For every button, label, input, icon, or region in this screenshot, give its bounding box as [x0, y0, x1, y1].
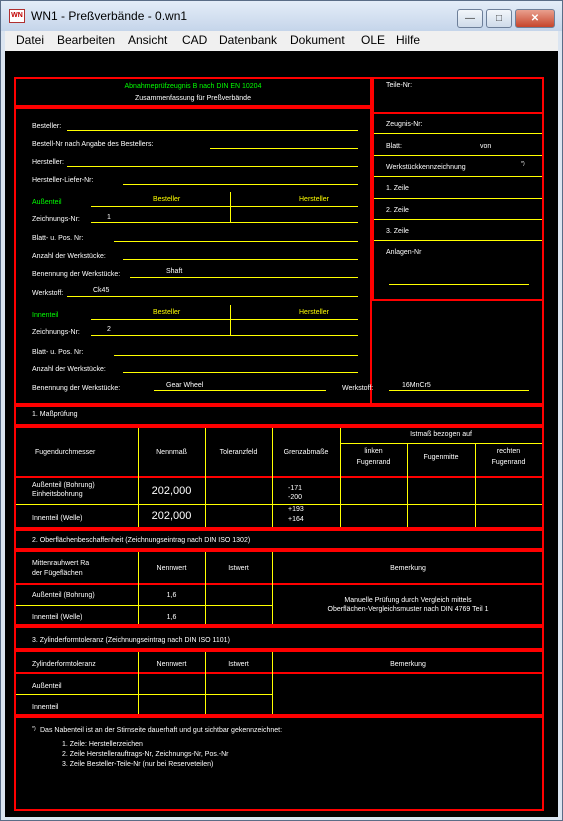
menu-ole[interactable]: OLE [361, 33, 386, 47]
title-bar [1, 1, 562, 31]
benennung-field-a[interactable] [130, 277, 358, 278]
zyl-col-istwert: Istwert [228, 661, 249, 668]
ober-table [14, 550, 544, 626]
menu-datei[interactable]: Datei [16, 33, 45, 47]
zyl-col-nennwert: Nennwert [156, 661, 187, 668]
werkstoff-label-i: Werkstoff: [342, 385, 374, 392]
innenteil-heading: Innenteil [32, 312, 59, 319]
maximize-button[interactable]: □ [486, 9, 512, 28]
bestell-nr-field[interactable] [210, 148, 358, 149]
wkz-footnote: *) [521, 161, 525, 167]
mass-innen-g1: +193 [288, 506, 304, 513]
mass-aussen-sub: Einheitsbohrung [32, 491, 83, 498]
col-fugenrand-l: Fugenrand [356, 459, 391, 466]
werkstoff-field-i[interactable] [389, 390, 529, 391]
hersteller-liefer-field[interactable] [123, 184, 358, 185]
zyl-title: 3. Zylinderformtoleranz (Zeichnungseintrag nach DIN ISO 1101) [32, 637, 230, 644]
werkstoff-value-a: Ck45 [93, 287, 110, 294]
zeile2-label: 2. Zeile [386, 207, 409, 214]
werkstoff-value-i: 16MnCr5 [402, 382, 431, 389]
menu-ansicht[interactable]: Ansicht [128, 33, 168, 47]
mass-aussen-g2: -200 [288, 494, 303, 501]
werkstoff-label-a: Werkstoff: [32, 290, 64, 297]
zeichnungs-nr-field-a[interactable] [91, 222, 358, 223]
werkstoff-field-a[interactable] [67, 296, 358, 297]
besteller-field[interactable] [67, 130, 358, 131]
zeichnungs-nr-field-i[interactable] [91, 335, 358, 336]
hersteller-label: Hersteller: [32, 159, 64, 166]
ober-aussen-nenn: 1,6 [166, 592, 177, 599]
bestell-nr-label: Bestell-Nr nach Angabe des Bestellers: [32, 141, 154, 148]
document-canvas[interactable] [5, 51, 558, 817]
blatt-pos-field-a[interactable] [114, 241, 358, 242]
ober-note1: Manuelle Prüfung durch Vergleich mittels [344, 597, 472, 604]
ober-col-istwert: Istwert [228, 565, 249, 572]
menu-bearbeiten[interactable]: Bearbeiten [57, 33, 116, 47]
blatt-pos-field-i[interactable] [114, 355, 358, 356]
zyl-innen-label: Innenteil [32, 704, 59, 711]
ober-col-bemerkung: Bemerkung [390, 565, 426, 572]
col-fugenrand-r: Fugenrand [491, 459, 526, 466]
ober-aussen-label: Außenteil (Bohrung) [32, 592, 95, 599]
menu-hilfe[interactable]: Hilfe [396, 33, 421, 47]
foot-star: *) [32, 726, 36, 732]
app-icon: WN [9, 9, 25, 23]
foot-line2: 2. Zeile Herstellerauftrags-Nr, Zeichnungs-Nr, Pos.-Nr [62, 751, 229, 758]
blatt-pos-label-i: Blatt- u. Pos. Nr: [32, 349, 84, 356]
mass-innen-label: Innenteil (Welle) [32, 515, 83, 522]
col-toleranz: Toleranzfeld [219, 449, 258, 456]
close-button[interactable]: ✕ [515, 9, 555, 28]
benennung-label-i: Benennung der Werkstücke: [32, 385, 121, 392]
zeile1-label: 1. Zeile [386, 185, 409, 192]
menu-datenbank[interactable]: Datenbank [219, 33, 278, 47]
col-fugenmitte: Fugenmitte [423, 454, 459, 461]
col-istmass: Istmaß bezogen auf [410, 431, 472, 438]
menu-bar [5, 31, 558, 51]
col-nennmass: Nennmaß [156, 449, 187, 456]
menu-dokument[interactable]: Dokument [290, 33, 345, 47]
mass-innen-nenn: 202,000 [151, 510, 192, 522]
menu-cad[interactable]: CAD [182, 33, 208, 47]
zeichnungs-nr-label-a: Zeichnungs-Nr: [32, 216, 80, 223]
benennung-value-a: Shaft [166, 268, 183, 275]
blatt-label: Blatt: [386, 143, 402, 150]
anzahl-label-a: Anzahl der Werkstücke: [32, 253, 106, 260]
foot-line1: 1. Zeile: Herstellerzeichen [62, 741, 143, 748]
zyl-aussen-label: Außenteil [32, 683, 62, 690]
header-line2: Zusammenfassung für Preßverbände [135, 95, 251, 102]
zeugnis-nr-label: Zeugnis-Nr: [386, 121, 423, 128]
hersteller-field[interactable] [67, 166, 358, 167]
von-label: von [480, 143, 492, 150]
anzahl-field-i[interactable] [123, 372, 358, 373]
zyl-col-h: Zylinderformtoleranz [32, 661, 96, 668]
col-fugen: Fugendurchmesser [35, 449, 96, 456]
zeichnungs-nr-label-i: Zeichnungs-Nr: [32, 329, 80, 336]
ober-innen-label: Innenteil (Welle) [32, 614, 83, 621]
col-rechten: rechten [496, 448, 521, 455]
col-linken: linken [364, 448, 383, 455]
benennung-value-i: Gear Wheel [166, 382, 204, 389]
benennung-label-a: Benennung der Werkstücke: [32, 271, 121, 278]
window-title: WN1 - Preßverbände - 0.wn1 [31, 9, 188, 23]
mass-title: 1. Maßprüfung [32, 411, 78, 418]
anzahl-label-i: Anzahl der Werkstücke: [32, 366, 106, 373]
mass-aussen-g1: -171 [288, 485, 303, 492]
mass-aussen-nenn: 202,000 [151, 485, 192, 497]
ober-col-nennwert: Nennwert [156, 565, 187, 572]
col-besteller-a: Besteller [153, 196, 181, 203]
aussenteil-heading: Außenteil [32, 199, 62, 206]
zeichnungs-nr-value-i: 2 [107, 326, 111, 333]
ober-note2: Oberflächen-Vergleichsmuster nach DIN 4769 Teil 1 [327, 606, 489, 613]
mass-innen-g2: +164 [288, 516, 304, 523]
ober-innen-nenn: 1,6 [166, 614, 177, 621]
besteller-label: Besteller: [32, 123, 62, 130]
header-line1: Abnahmeprüfzeugnis B nach DIN EN 10204 [124, 83, 262, 90]
zyl-col-bemerkung: Bemerkung [390, 661, 426, 668]
mass-aussen-label: Außenteil (Bohrung) [32, 482, 95, 489]
col-grenz: Grenzabmaße [283, 449, 329, 456]
minimize-button[interactable]: — [457, 9, 483, 28]
foot-main: Das Nabenteil ist an der Stirnseite dauerhaft und gut sichtbar gekennzeichnet: [40, 727, 283, 734]
zeile3-label: 3. Zeile [386, 228, 409, 235]
zeichnungs-nr-value-a: 1 [107, 214, 111, 221]
col-hersteller-a: Hersteller [299, 196, 329, 203]
anzahl-field-a[interactable] [123, 259, 358, 260]
foot-line3: 3. Zeile Besteller-Teile-Nr (nur bei Reserveteilen) [62, 761, 214, 768]
col-besteller-i: Besteller [153, 309, 181, 316]
teile-nr-label: Teile-Nr: [386, 82, 413, 89]
ober-title: 2. Oberflächenbeschaffenheit (Zeichnungseintrag nach DIN ISO 1302) [32, 537, 251, 544]
benennung-field-i[interactable] [154, 390, 326, 391]
hersteller-liefer-label: Hersteller-Liefer-Nr: [32, 177, 94, 184]
mass-title-box [14, 405, 544, 426]
zyl-table [14, 650, 544, 716]
wkz-label: Werkstückkennzeichnung [386, 164, 466, 171]
blatt-pos-label-a: Blatt- u. Pos. Nr: [32, 235, 84, 242]
ober-h2: der Fügeflächen [32, 570, 83, 577]
anlagen-label: Anlagen-Nr [386, 249, 422, 256]
ober-h1: Mittenrauhwert Ra [32, 560, 90, 567]
col-hersteller-i: Hersteller [299, 309, 329, 316]
